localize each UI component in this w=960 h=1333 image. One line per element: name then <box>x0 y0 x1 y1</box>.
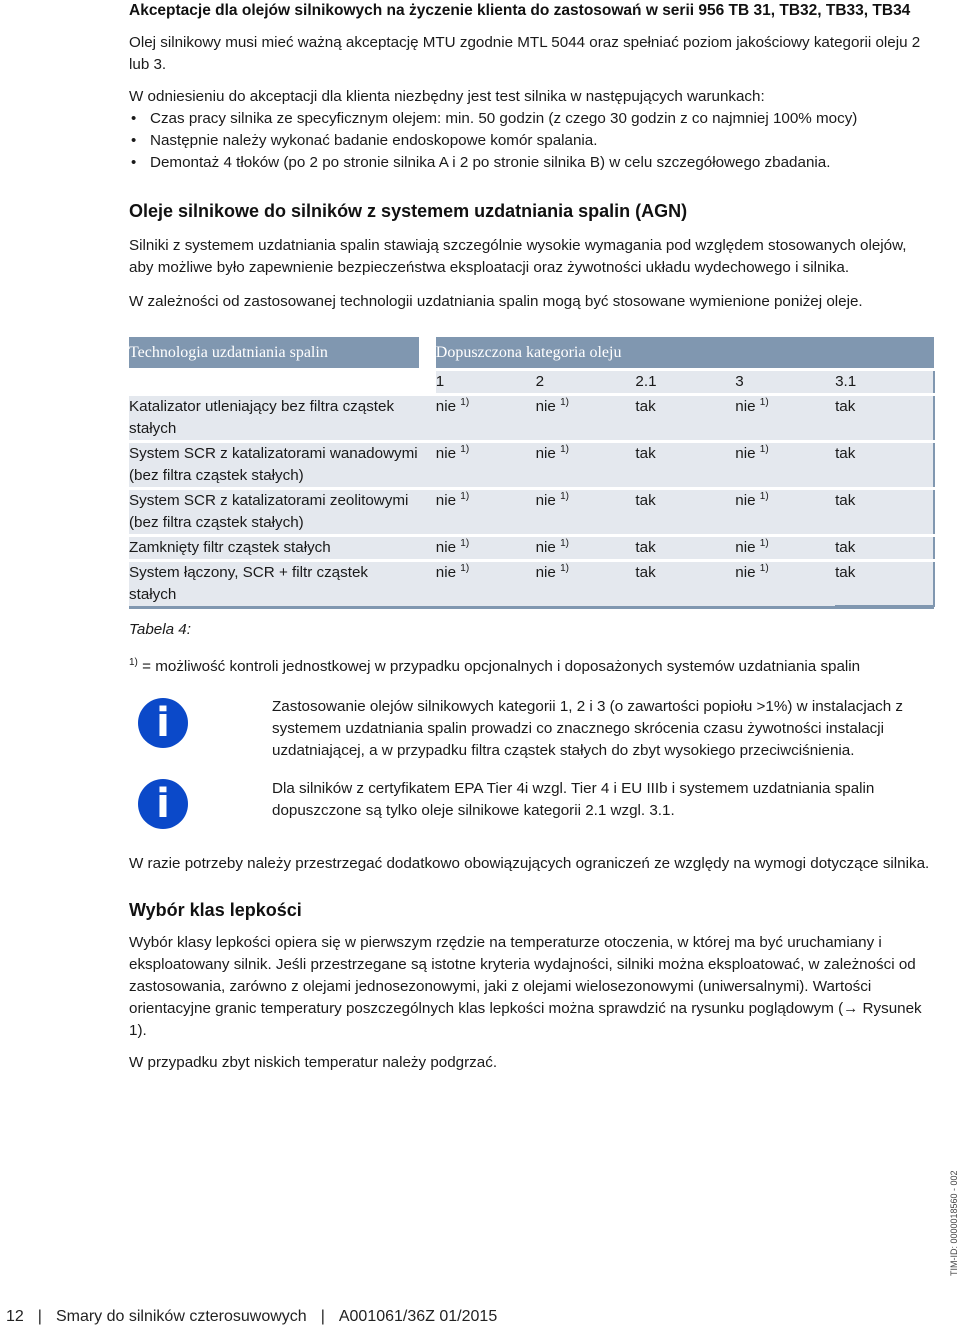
footnote <box>129 656 935 678</box>
cell-value: nie <box>535 539 556 556</box>
page-content <box>129 0 935 1074</box>
paragraph-agn-requirements: Silniki z systemem uzdatniania spalin stawiają szczególnie wysokie wymagania pod względem stosowanych olejów, aby możliwe było zapewnienie bezpieczeństwa eksploatacji oraz żywotności układu wydechowego i silnika. <box>129 237 907 276</box>
top-heading: Akceptacje dla olejów silnikowych na życzenie klienta do zastosowań w serii 956 TB 31, TB32, TB33, TB34 <box>129 2 911 19</box>
table-header-row <box>129 337 934 368</box>
section-heading: Wybór klas lepkości <box>129 900 302 920</box>
tim-id-text: TIM-ID: 0000018560 - 002 <box>949 1170 959 1276</box>
footnote-marker: 1) <box>460 444 470 455</box>
row-label: Katalizator utleniający bez filtra cząstek stałych <box>129 396 419 440</box>
cell-value: tak <box>635 445 656 462</box>
info-icon: i <box>138 779 188 829</box>
footnote-marker: 1) <box>560 397 570 408</box>
category-label: 1 <box>436 371 536 393</box>
header-technology: Technologia uzdatniania spalin <box>129 337 419 368</box>
table-row <box>129 537 934 559</box>
footnote-marker: 1) <box>759 491 769 502</box>
cell-value: nie <box>735 539 756 556</box>
cell-value: tak <box>835 539 856 556</box>
cell-value: nie <box>535 445 556 462</box>
category-row <box>129 371 934 393</box>
cell-value: nie <box>535 492 556 509</box>
page-number: 12 <box>6 1308 24 1325</box>
cell-value: nie <box>435 492 457 509</box>
footnote-marker: 1) <box>560 491 570 502</box>
cell-value: nie <box>435 564 457 581</box>
footnote-marker: 1) <box>560 563 570 574</box>
footer-separator: | <box>37 1308 42 1325</box>
footnote-marker: 1) <box>460 563 470 574</box>
oil-category-table <box>129 337 935 609</box>
list-item: • Demontaż 4 tłoków (po 2 po stronie silnika A i 2 po stronie silnika B) w celu szczegółowego zbadania. <box>129 152 935 174</box>
footnote-marker: 1) <box>560 444 570 455</box>
cell-value: nie <box>435 539 457 556</box>
paragraph-viscosity: Wybór klasy lepkości opiera się w pierwszym rzędzie na temperaturze otoczenia, w której ma być uruchamiany i eksploatowany silnik. Jeśli przestrzegane są istotne kryteria wydajności, silniki można eksploatować, w zależności od zastosowania, zarówno z olejami jednosezonowymi, jaki z olejami wielosezonowymi (uniwersalnymi). Wartości orientacyjne granic temperatury poszczególnych klas lepkości można sprawdzić na rysunku poglądowym (→ Rysunek 1). <box>129 934 922 1039</box>
paragraph-test-conditions: W odniesieniu do akceptacji dla klienta niezbędny jest test silnika w następujących warunkach: <box>129 88 765 105</box>
info-text-1: Zastosowanie olejów silnikowych kategorii 1, 2 i 3 (o zawartości popiołu >1%) w instalacjach z systemem uzdatniania spalin prowadzi co znacznego skrócenia czasu żywotności instalacji uzdatniającej, a w przypadku filtra cząstek stałych do zbyt wysokiego przeciwciśnienia. <box>272 698 904 759</box>
footnote-marker: 1) <box>759 397 769 408</box>
footnote-marker: 1) <box>759 563 769 574</box>
info-note-1 <box>129 696 935 762</box>
footnote-marker: 1) <box>460 538 470 549</box>
page-footer <box>6 1306 497 1328</box>
table-row <box>129 490 934 534</box>
table-row <box>129 443 934 487</box>
table-row <box>129 396 934 440</box>
footer-doc-code: A001061/36Z 01/2015 <box>338 1308 498 1325</box>
info-icon: i <box>138 698 188 748</box>
cell-value: nie <box>735 492 756 509</box>
footnote-marker: 1) <box>759 444 769 455</box>
paragraph-oil-approval: Olej silnikowy musi mieć ważną akceptację MTU zgodnie MTL 5044 oraz spełniać poziom jakościowy kategorii oleju 2 lub 3. <box>129 34 921 73</box>
info-note-2 <box>129 778 935 830</box>
row-label: System łączony, SCR + filtr cząstek stałych <box>129 562 419 606</box>
footnote-marker: 1) <box>460 491 470 502</box>
bullet-list <box>129 108 935 174</box>
footnote-marker: 1) <box>560 538 570 549</box>
paragraph-engine-restrictions: W razie potrzeby należy przestrzegać dodatkowo obowiązujących ograniczeń ze względy na wymogi dotyczące silnika. <box>129 855 930 872</box>
paragraph-agn-oils: W zależności od zastosowanej technologii uzdatniania spalin mogą być stosowane wymienione poniżej oleje. <box>129 293 863 310</box>
info-text-2: Dla silników z certyfikatem EPA Tier 4i wzgl. Tier 4 i EU IIIb i systemem uzdatniania spalin dopuszczone są tylko oleje silnikowe kategorii 2.1 wzgl. 3.1. <box>272 780 875 819</box>
header-oil-category: Dopuszczona kategoria oleju <box>436 337 934 368</box>
cell-value: nie <box>735 398 756 415</box>
cell-value: tak <box>835 492 856 509</box>
cell-value: nie <box>735 445 756 462</box>
table-caption: Tabela 4: <box>129 621 191 638</box>
footer-title: Smary do silników czterosuwowych <box>55 1308 307 1325</box>
cell-value: tak <box>835 445 856 462</box>
cell-value: nie <box>535 564 556 581</box>
footer-separator: | <box>320 1308 325 1325</box>
footnote-marker: 1) <box>460 397 470 408</box>
footnote-marker: 1) <box>129 657 138 668</box>
cell-value: nie <box>435 398 457 415</box>
cell-value: nie <box>735 564 756 581</box>
category-label: 3 <box>735 371 835 393</box>
cell-value: nie <box>435 445 457 462</box>
list-item: • Czas pracy silnika ze specyficznym olejem: min. 50 godzin (z czego 30 godzin z co najmniej 100% mocy) <box>129 108 935 130</box>
category-label: 3.1 <box>835 371 934 393</box>
list-item: • Następnie należy wykonać badanie endoskopowe komór spalania. <box>129 130 935 152</box>
row-label: System SCR z katalizatorami wanadowymi (bez filtra cząstek stałych) <box>129 443 419 487</box>
cell-value: tak <box>635 539 656 556</box>
cell-value: nie <box>535 398 556 415</box>
row-label: System SCR z katalizatorami zeolitowymi (bez filtra cząstek stałych) <box>129 490 419 534</box>
cell-value: tak <box>835 564 856 581</box>
footnote-text: = możliwość kontroli jednostkowej w przypadku opcjonalnych i doposażonych systemów uzdatniania spalin <box>142 658 861 675</box>
table-row <box>129 562 934 606</box>
cell-value: tak <box>635 398 656 415</box>
tim-id-code <box>943 1158 959 1278</box>
cell-value: tak <box>635 492 656 509</box>
section-heading: Oleje silnikowe do silników z systemem uzdatniania spalin (AGN) <box>129 201 688 221</box>
cell-value: tak <box>835 398 856 415</box>
row-label: Zamknięty filtr cząstek stałych <box>129 537 436 559</box>
category-label: 2.1 <box>635 371 735 393</box>
paragraph-low-temp: W przypadku zbyt niskich temperatur należy podgrzać. <box>129 1054 498 1071</box>
cell-value: tak <box>635 564 656 581</box>
category-label: 2 <box>536 371 636 393</box>
footnote-marker: 1) <box>759 538 769 549</box>
